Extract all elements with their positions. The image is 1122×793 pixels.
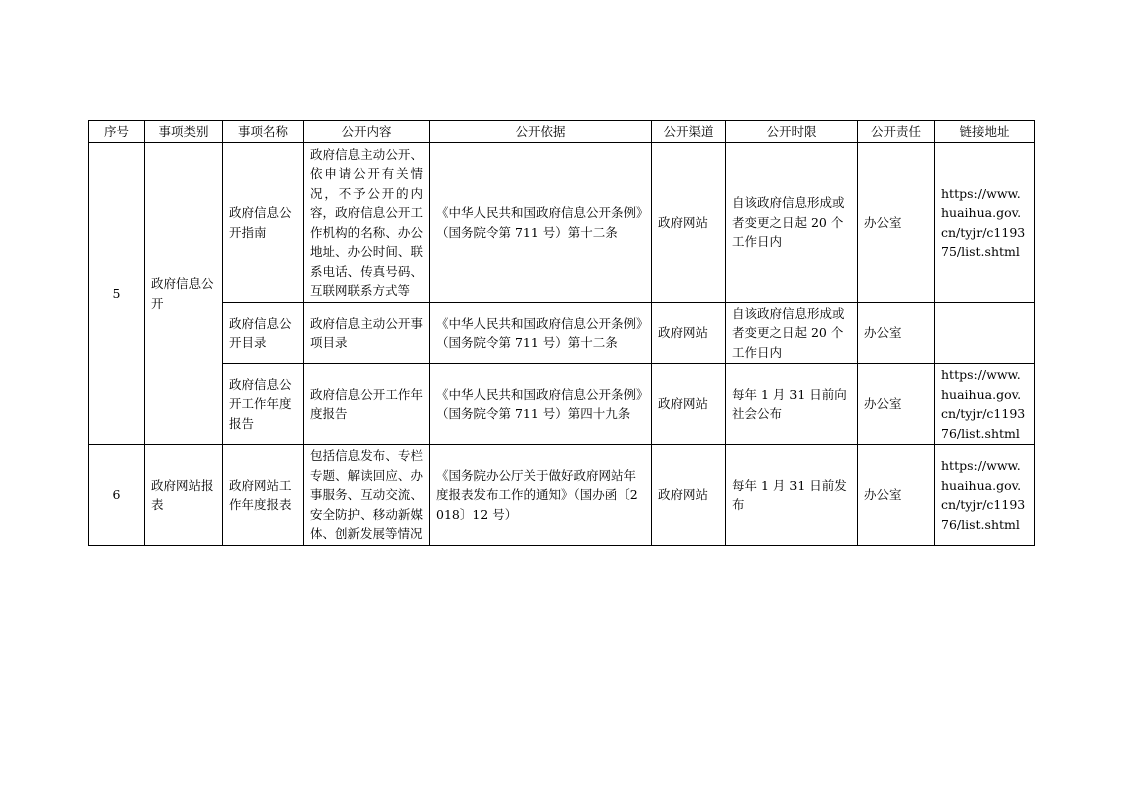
time-limit-cell: 自该政府信息形成或者变更之日起 20 个工作日内 bbox=[726, 143, 858, 303]
time-limit-cell: 自该政府信息形成或者变更之日起 20 个工作日内 bbox=[726, 303, 858, 364]
table-row bbox=[89, 303, 1035, 364]
channel-cell: 政府网站 bbox=[652, 364, 726, 445]
time-limit-cell: 每年 1 月 31 日前发布 bbox=[726, 445, 858, 546]
item-name-cell: 政府信息公开目录 bbox=[223, 303, 304, 364]
link-cell[interactable]: https://www.huaihua.gov.cn/tyjr/c119375/list.shtml bbox=[935, 143, 1035, 303]
channel-cell: 政府网站 bbox=[652, 303, 726, 364]
header-seq: 序号 bbox=[89, 121, 145, 143]
item-name-cell: 政府网站工作年度报表 bbox=[223, 445, 304, 546]
responsibility-cell: 办公室 bbox=[858, 445, 935, 546]
header-category: 事项类别 bbox=[145, 121, 223, 143]
category-cell: 政府信息公开 bbox=[145, 143, 223, 445]
responsibility-cell: 办公室 bbox=[858, 143, 935, 303]
header-channel: 公开渠道 bbox=[652, 121, 726, 143]
responsibility-cell: 办公室 bbox=[858, 364, 935, 445]
basis-cell: 《中华人民共和国政府信息公开条例》（国务院令第 711 号）第十二条 bbox=[430, 143, 652, 303]
header-link: 链接地址 bbox=[935, 121, 1035, 143]
header-basis: 公开依据 bbox=[430, 121, 652, 143]
content-cell: 政府信息公开工作年度报告 bbox=[304, 364, 430, 445]
seq-cell: 5 bbox=[89, 143, 145, 445]
time-limit-cell: 每年 1 月 31 日前向社会公布 bbox=[726, 364, 858, 445]
content-cell: 政府信息主动公开、依申请公开有关情况，不予公开的内容，政府信息公开工作机构的名称、办公地址、办公时间、联系电话、传真号码、互联网联系方式等 bbox=[304, 143, 430, 303]
header-content: 公开内容 bbox=[304, 121, 430, 143]
responsibility-cell: 办公室 bbox=[858, 303, 935, 364]
content-cell: 包括信息发布、专栏专题、解读回应、办事服务、互动交流、安全防护、移动新媒体、创新发展等情况 bbox=[304, 445, 430, 546]
channel-cell: 政府网站 bbox=[652, 445, 726, 546]
header-item-name: 事项名称 bbox=[223, 121, 304, 143]
table-row bbox=[89, 364, 1035, 445]
seq-cell: 6 bbox=[89, 445, 145, 546]
header-time-limit: 公开时限 bbox=[726, 121, 858, 143]
disclosure-table-page bbox=[88, 120, 1035, 546]
disclosure-table bbox=[88, 120, 1035, 546]
item-name-cell: 政府信息公开工作年度报告 bbox=[223, 364, 304, 445]
link-cell[interactable]: https://www.huaihua.gov.cn/tyjr/c119376/list.shtml bbox=[935, 364, 1035, 445]
table-header-row bbox=[89, 121, 1035, 143]
header-responsibility: 公开责任 bbox=[858, 121, 935, 143]
category-cell: 政府网站报表 bbox=[145, 445, 223, 546]
link-cell bbox=[935, 303, 1035, 364]
basis-cell: 《国务院办公厅关于做好政府网站年度报表发布工作的通知》（国办函〔2018〕12 号） bbox=[430, 445, 652, 546]
item-name-cell: 政府信息公开指南 bbox=[223, 143, 304, 303]
basis-cell: 《中华人民共和国政府信息公开条例》（国务院令第 711 号）第十二条 bbox=[430, 303, 652, 364]
content-cell: 政府信息主动公开事项目录 bbox=[304, 303, 430, 364]
basis-cell: 《中华人民共和国政府信息公开条例》（国务院令第 711 号）第四十九条 bbox=[430, 364, 652, 445]
table-row bbox=[89, 445, 1035, 546]
link-cell[interactable]: https://www.huaihua.gov.cn/tyjr/c119376/list.shtml bbox=[935, 445, 1035, 546]
channel-cell: 政府网站 bbox=[652, 143, 726, 303]
table-row bbox=[89, 143, 1035, 303]
